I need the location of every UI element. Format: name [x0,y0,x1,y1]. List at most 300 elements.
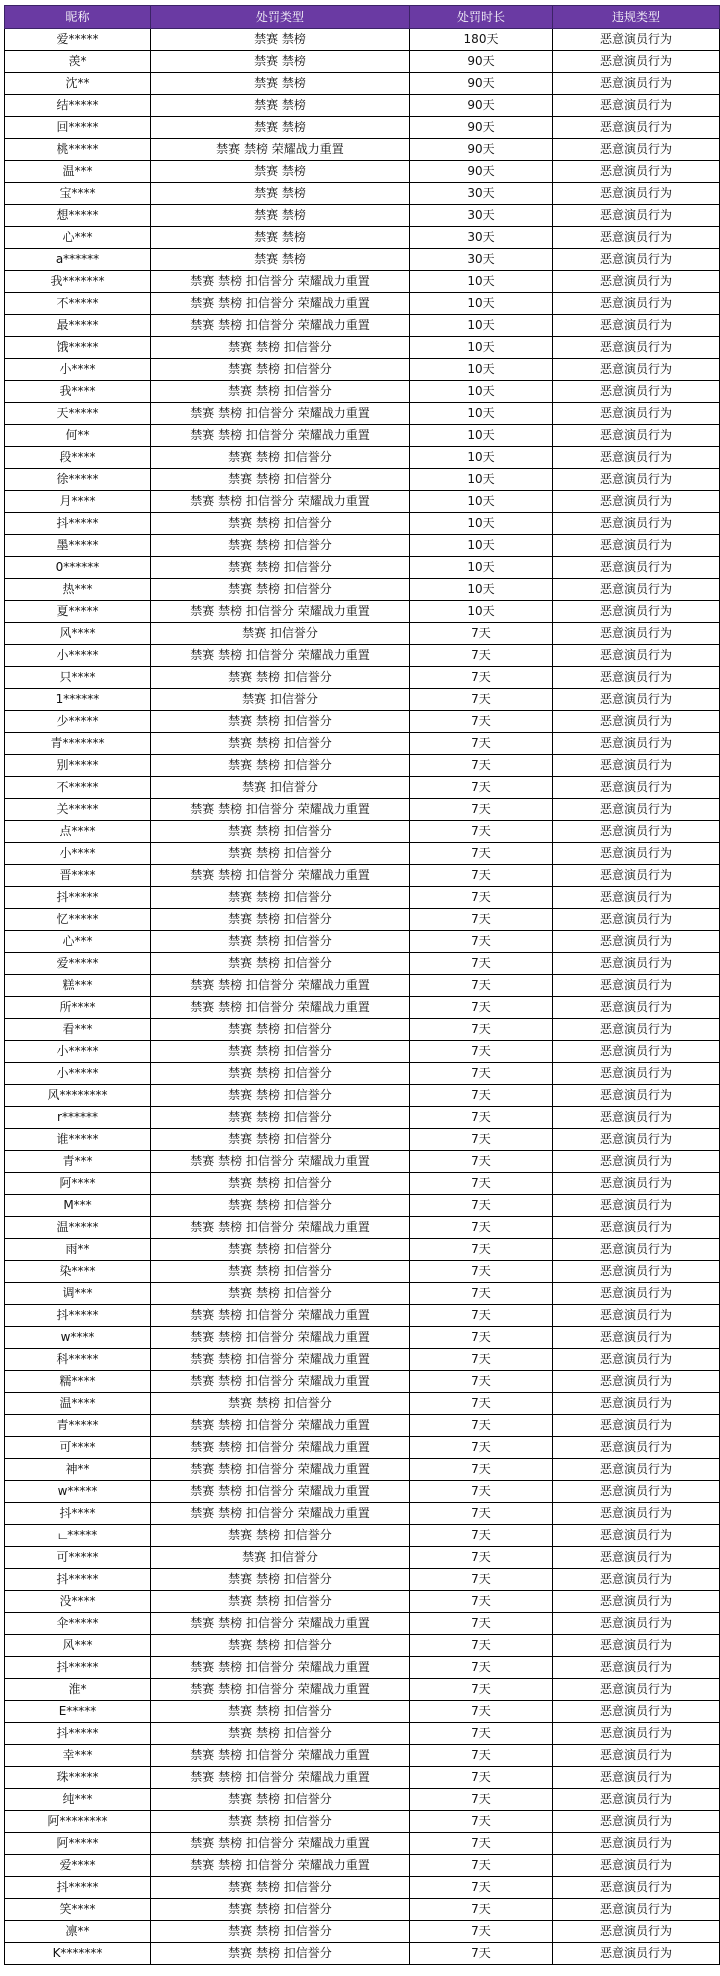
cell-penalty-type: 禁赛 扣信誉分 [151,689,410,711]
cell-penalty-duration: 10天 [410,271,553,293]
cell-penalty-type: 禁赛 禁榜 扣信誉分 [151,1811,410,1833]
table-row [5,1459,720,1481]
cell-penalty-duration: 90天 [410,117,553,139]
table-row [5,953,720,975]
cell-violation-type: 恶意演员行为 [553,1459,720,1481]
table-row [5,1833,720,1855]
cell-violation-type: 恶意演员行为 [553,1591,720,1613]
cell-violation-type: 恶意演员行为 [553,1217,720,1239]
cell-violation-type: 恶意演员行为 [553,117,720,139]
cell-penalty-type: 禁赛 禁榜 扣信誉分 荣耀战力重置 [151,1151,410,1173]
cell-nickname: 我******* [5,271,151,293]
cell-nickname: 温**** [5,1393,151,1415]
table-row [5,337,720,359]
table-row [5,1481,720,1503]
cell-penalty-duration: 7天 [410,1811,553,1833]
cell-penalty-type: 禁赛 禁榜 扣信誉分 [151,843,410,865]
cell-penalty-duration: 7天 [410,931,553,953]
cell-violation-type: 恶意演员行为 [553,601,720,623]
cell-nickname: 夏***** [5,601,151,623]
table-row [5,1525,720,1547]
cell-violation-type: 恶意演员行为 [553,667,720,689]
cell-violation-type: 恶意演员行为 [553,975,720,997]
cell-penalty-duration: 7天 [410,1173,553,1195]
cell-penalty-duration: 10天 [410,425,553,447]
cell-penalty-type: 禁赛 禁榜 [151,249,410,271]
cell-penalty-duration: 7天 [410,1019,553,1041]
cell-penalty-duration: 10天 [410,601,553,623]
cell-violation-type: 恶意演员行为 [553,1547,720,1569]
table-row [5,29,720,51]
cell-penalty-duration: 10天 [410,579,553,601]
table-row [5,447,720,469]
cell-penalty-duration: 90天 [410,95,553,117]
table-row [5,777,720,799]
cell-violation-type: 恶意演员行为 [553,73,720,95]
cell-nickname: 青***** [5,1415,151,1437]
cell-violation-type: 恶意演员行为 [553,293,720,315]
table-row [5,117,720,139]
cell-penalty-type: 禁赛 禁榜 扣信誉分 [151,1129,410,1151]
cell-penalty-duration: 90天 [410,51,553,73]
cell-nickname: 温***** [5,1217,151,1239]
cell-penalty-duration: 7天 [410,1349,553,1371]
table-row [5,1855,720,1877]
table-row [5,293,720,315]
cell-penalty-type: 禁赛 禁榜 扣信誉分 [151,1393,410,1415]
cell-penalty-type: 禁赛 禁榜 扣信誉分 [151,667,410,689]
cell-nickname: 小***** [5,1041,151,1063]
cell-penalty-duration: 180天 [410,29,553,51]
cell-nickname: 心*** [5,931,151,953]
table-row [5,513,720,535]
cell-nickname: M*** [5,1195,151,1217]
cell-nickname: 天***** [5,403,151,425]
cell-violation-type: 恶意演员行为 [553,1371,720,1393]
cell-nickname: 糯**** [5,1371,151,1393]
cell-nickname: 可***** [5,1547,151,1569]
header-violation-type: 违规类型 [553,6,720,29]
cell-penalty-duration: 7天 [410,1305,553,1327]
cell-nickname: 抖***** [5,1305,151,1327]
cell-penalty-duration: 10天 [410,381,553,403]
cell-nickname: 墨***** [5,535,151,557]
table-row [5,1239,720,1261]
cell-violation-type: 恶意演员行为 [553,403,720,425]
table-row [5,1613,720,1635]
cell-penalty-type: 禁赛 禁榜 扣信誉分 荣耀战力重置 [151,1833,410,1855]
cell-violation-type: 恶意演员行为 [553,1833,720,1855]
cell-violation-type: 恶意演员行为 [553,1789,720,1811]
table-row [5,1415,720,1437]
table-row [5,1349,720,1371]
cell-violation-type: 恶意演员行为 [553,1415,720,1437]
cell-nickname: 抖***** [5,1569,151,1591]
table-row [5,1151,720,1173]
cell-violation-type: 恶意演员行为 [553,227,720,249]
table-row [5,1063,720,1085]
cell-nickname: 饿***** [5,337,151,359]
table-row [5,1767,720,1789]
cell-violation-type: 恶意演员行为 [553,843,720,865]
table-row [5,469,720,491]
cell-penalty-type: 禁赛 禁榜 扣信誉分 [151,711,410,733]
cell-nickname: 抖**** [5,1503,151,1525]
cell-violation-type: 恶意演员行为 [553,1657,720,1679]
table-row [5,271,720,293]
cell-penalty-duration: 30天 [410,205,553,227]
cell-violation-type: 恶意演员行为 [553,1173,720,1195]
cell-penalty-type: 禁赛 禁榜 扣信誉分 [151,579,410,601]
table-row [5,975,720,997]
cell-nickname: 0****** [5,557,151,579]
cell-violation-type: 恶意演员行为 [553,469,720,491]
cell-penalty-duration: 7天 [410,1679,553,1701]
cell-nickname: E***** [5,1701,151,1723]
cell-nickname: 风**** [5,623,151,645]
cell-nickname: 宝**** [5,183,151,205]
cell-violation-type: 恶意演员行为 [553,1481,720,1503]
cell-nickname: 心*** [5,227,151,249]
table-row [5,1723,720,1745]
cell-penalty-type: 禁赛 禁榜 扣信誉分 荣耀战力重置 [151,1657,410,1679]
cell-penalty-type: 禁赛 禁榜 扣信誉分 荣耀战力重置 [151,1327,410,1349]
cell-penalty-type: 禁赛 禁榜 扣信誉分 [151,1635,410,1657]
cell-nickname: 谁***** [5,1129,151,1151]
table-row [5,843,720,865]
cell-nickname: 小**** [5,843,151,865]
cell-violation-type: 恶意演员行为 [553,777,720,799]
table-header-row [5,6,720,29]
cell-violation-type: 恶意演员行为 [553,29,720,51]
cell-penalty-type: 禁赛 禁榜 扣信誉分 [151,953,410,975]
cell-violation-type: 恶意演员行为 [553,1261,720,1283]
cell-penalty-duration: 7天 [410,799,553,821]
cell-violation-type: 恶意演员行为 [553,887,720,909]
cell-penalty-type: 禁赛 禁榜 扣信誉分 荣耀战力重置 [151,1437,410,1459]
cell-penalty-duration: 7天 [410,1393,553,1415]
cell-nickname: 月**** [5,491,151,513]
cell-penalty-type: 禁赛 禁榜 扣信誉分 [151,1261,410,1283]
cell-penalty-duration: 7天 [410,733,553,755]
table-row [5,1129,720,1151]
cell-penalty-duration: 7天 [410,1151,553,1173]
cell-penalty-duration: 7天 [410,1635,553,1657]
cell-penalty-type: 禁赛 禁榜 扣信誉分 荣耀战力重置 [151,1767,410,1789]
cell-nickname: 所**** [5,997,151,1019]
cell-penalty-duration: 10天 [410,359,553,381]
table-row [5,711,720,733]
cell-nickname: 少***** [5,711,151,733]
cell-penalty-type: 禁赛 禁榜 扣信誉分 荣耀战力重置 [151,403,410,425]
cell-penalty-type: 禁赛 禁榜 扣信誉分 [151,1283,410,1305]
cell-penalty-duration: 7天 [410,1767,553,1789]
cell-nickname: 青*** [5,1151,151,1173]
cell-penalty-duration: 90天 [410,139,553,161]
cell-penalty-duration: 30天 [410,249,553,271]
cell-nickname: 伞***** [5,1613,151,1635]
cell-nickname: ட***** [5,1525,151,1547]
cell-nickname: r****** [5,1107,151,1129]
cell-nickname: 不***** [5,293,151,315]
cell-penalty-duration: 10天 [410,337,553,359]
cell-penalty-duration: 7天 [410,623,553,645]
cell-nickname: 青******* [5,733,151,755]
cell-penalty-type: 禁赛 禁榜 扣信誉分 [151,469,410,491]
table-row [5,601,720,623]
cell-violation-type: 恶意演员行为 [553,1635,720,1657]
cell-nickname: 只**** [5,667,151,689]
cell-penalty-type: 禁赛 禁榜 扣信誉分 荣耀战力重置 [151,271,410,293]
cell-penalty-duration: 10天 [410,403,553,425]
cell-penalty-type: 禁赛 禁榜 扣信誉分 [151,1569,410,1591]
cell-penalty-type: 禁赛 禁榜 扣信誉分 [151,1701,410,1723]
cell-nickname: 何** [5,425,151,447]
cell-penalty-type: 禁赛 禁榜 荣耀战力重置 [151,139,410,161]
cell-violation-type: 恶意演员行为 [553,579,720,601]
cell-nickname: 小***** [5,1063,151,1085]
cell-nickname: 阿***** [5,1833,151,1855]
cell-nickname: 抖***** [5,513,151,535]
table-row [5,381,720,403]
cell-penalty-duration: 30天 [410,227,553,249]
cell-penalty-type: 禁赛 禁榜 扣信誉分 [151,821,410,843]
table-row [5,755,720,777]
cell-violation-type: 恶意演员行为 [553,931,720,953]
cell-violation-type: 恶意演员行为 [553,623,720,645]
cell-violation-type: 恶意演员行为 [553,337,720,359]
cell-violation-type: 恶意演员行为 [553,1063,720,1085]
cell-penalty-type: 禁赛 禁榜 [151,73,410,95]
cell-violation-type: 恶意演员行为 [553,909,720,931]
cell-penalty-duration: 10天 [410,293,553,315]
cell-violation-type: 恶意演员行为 [553,755,720,777]
cell-penalty-duration: 7天 [410,1283,553,1305]
table-row [5,1173,720,1195]
cell-violation-type: 恶意演员行为 [553,689,720,711]
cell-violation-type: 恶意演员行为 [553,1437,720,1459]
table-row [5,909,720,931]
table-row [5,1437,720,1459]
cell-nickname: a****** [5,249,151,271]
penalty-table [4,5,720,1965]
cell-penalty-type: 禁赛 禁榜 [151,29,410,51]
cell-penalty-type: 禁赛 禁榜 扣信誉分 荣耀战力重置 [151,1415,410,1437]
cell-violation-type: 恶意演员行为 [553,997,720,1019]
table-row [5,1877,720,1899]
table-row [5,623,720,645]
cell-penalty-duration: 7天 [410,1041,553,1063]
cell-nickname: 爱***** [5,953,151,975]
cell-penalty-type: 禁赛 禁榜 扣信誉分 [151,1041,410,1063]
cell-violation-type: 恶意演员行为 [553,359,720,381]
cell-penalty-type: 禁赛 禁榜 扣信誉分 [151,1107,410,1129]
cell-nickname: 阿******** [5,1811,151,1833]
cell-violation-type: 恶意演员行为 [553,205,720,227]
cell-penalty-duration: 7天 [410,1745,553,1767]
cell-penalty-duration: 7天 [410,1085,553,1107]
cell-nickname: 温*** [5,161,151,183]
cell-nickname: 别***** [5,755,151,777]
cell-penalty-duration: 7天 [410,711,553,733]
cell-violation-type: 恶意演员行为 [553,1723,720,1745]
cell-penalty-type: 禁赛 禁榜 扣信誉分 [151,1921,410,1943]
cell-nickname: 神** [5,1459,151,1481]
table-row [5,1701,720,1723]
cell-penalty-type: 禁赛 禁榜 扣信誉分 [151,733,410,755]
cell-nickname: 凛** [5,1921,151,1943]
table-row [5,1195,720,1217]
cell-penalty-type: 禁赛 禁榜 [151,205,410,227]
cell-nickname: 徐***** [5,469,151,491]
cell-nickname: 忆***** [5,909,151,931]
table-row [5,557,720,579]
cell-penalty-type: 禁赛 禁榜 扣信誉分 荣耀战力重置 [151,1371,410,1393]
cell-penalty-type: 禁赛 禁榜 扣信誉分 [151,1525,410,1547]
cell-nickname: 结***** [5,95,151,117]
cell-penalty-type: 禁赛 扣信誉分 [151,623,410,645]
cell-nickname: 科***** [5,1349,151,1371]
cell-violation-type: 恶意演员行为 [553,1525,720,1547]
table-row [5,1019,720,1041]
cell-penalty-duration: 7天 [410,1657,553,1679]
table-row [5,1305,720,1327]
cell-penalty-type: 禁赛 禁榜 扣信誉分 荣耀战力重置 [151,1613,410,1635]
table-row [5,1371,720,1393]
cell-violation-type: 恶意演员行为 [553,1701,720,1723]
cell-penalty-duration: 7天 [410,1107,553,1129]
cell-penalty-type: 禁赛 禁榜 扣信誉分 [151,1063,410,1085]
cell-violation-type: 恶意演员行为 [553,711,720,733]
table-row [5,1921,720,1943]
cell-penalty-duration: 7天 [410,1195,553,1217]
cell-violation-type: 恶意演员行为 [553,1613,720,1635]
cell-violation-type: 恶意演员行为 [553,1349,720,1371]
cell-penalty-type: 禁赛 禁榜 [151,227,410,249]
cell-penalty-duration: 10天 [410,557,553,579]
cell-violation-type: 恶意演员行为 [553,51,720,73]
table-row [5,1899,720,1921]
cell-violation-type: 恶意演员行为 [553,1195,720,1217]
table-row [5,1261,720,1283]
cell-nickname: 想***** [5,205,151,227]
cell-penalty-type: 禁赛 扣信誉分 [151,1547,410,1569]
cell-violation-type: 恶意演员行为 [553,1393,720,1415]
cell-penalty-duration: 7天 [410,865,553,887]
table-row [5,997,720,1019]
table-row [5,1569,720,1591]
cell-nickname: 晋**** [5,865,151,887]
cell-penalty-duration: 7天 [410,1701,553,1723]
cell-violation-type: 恶意演员行为 [553,447,720,469]
cell-violation-type: 恶意演员行为 [553,425,720,447]
cell-nickname: 点**** [5,821,151,843]
cell-penalty-duration: 7天 [410,843,553,865]
cell-penalty-duration: 90天 [410,73,553,95]
table-row [5,645,720,667]
cell-penalty-duration: 7天 [410,1481,553,1503]
cell-violation-type: 恶意演员行为 [553,1041,720,1063]
cell-penalty-type: 禁赛 禁榜 扣信誉分 荣耀战力重置 [151,1503,410,1525]
cell-penalty-duration: 7天 [410,667,553,689]
cell-violation-type: 恶意演员行为 [553,513,720,535]
cell-nickname: 段**** [5,447,151,469]
cell-penalty-duration: 7天 [410,1855,553,1877]
cell-penalty-type: 禁赛 禁榜 [151,161,410,183]
cell-nickname: 没**** [5,1591,151,1613]
table-row [5,1041,720,1063]
cell-penalty-type: 禁赛 禁榜 [151,51,410,73]
cell-penalty-type: 禁赛 禁榜 扣信誉分 荣耀战力重置 [151,997,410,1019]
cell-penalty-duration: 7天 [410,1217,553,1239]
cell-penalty-duration: 7天 [410,1063,553,1085]
cell-penalty-duration: 7天 [410,1371,553,1393]
cell-violation-type: 恶意演员行为 [553,1305,720,1327]
cell-nickname: 关***** [5,799,151,821]
cell-nickname: 我**** [5,381,151,403]
cell-penalty-type: 禁赛 禁榜 扣信誉分 荣耀战力重置 [151,1459,410,1481]
cell-penalty-duration: 10天 [410,491,553,513]
table-row [5,1789,720,1811]
cell-violation-type: 恶意演员行为 [553,1327,720,1349]
cell-violation-type: 恶意演员行为 [553,1107,720,1129]
cell-nickname: 看*** [5,1019,151,1041]
cell-violation-type: 恶意演员行为 [553,1745,720,1767]
cell-nickname: 抖***** [5,1657,151,1679]
table-row [5,887,720,909]
table-row [5,579,720,601]
cell-violation-type: 恶意演员行为 [553,249,720,271]
header-penalty-type: 处罚类型 [151,6,410,29]
table-row [5,51,720,73]
cell-nickname: 1****** [5,689,151,711]
cell-nickname: 雨** [5,1239,151,1261]
cell-penalty-type: 禁赛 禁榜 扣信誉分 [151,1195,410,1217]
cell-violation-type: 恶意演员行为 [553,381,720,403]
cell-penalty-type: 禁赛 禁榜 扣信誉分 [151,1085,410,1107]
cell-penalty-type: 禁赛 禁榜 扣信誉分 [151,535,410,557]
table-row [5,1811,720,1833]
cell-violation-type: 恶意演员行为 [553,1151,720,1173]
cell-violation-type: 恶意演员行为 [553,1767,720,1789]
cell-violation-type: 恶意演员行为 [553,491,720,513]
table-row [5,733,720,755]
table-row [5,1393,720,1415]
cell-penalty-duration: 7天 [410,1129,553,1151]
cell-violation-type: 恶意演员行为 [553,865,720,887]
table-row [5,95,720,117]
cell-nickname: 抖***** [5,887,151,909]
table-row [5,227,720,249]
cell-nickname: 小**** [5,359,151,381]
cell-violation-type: 恶意演员行为 [553,1129,720,1151]
cell-nickname: 不***** [5,777,151,799]
cell-penalty-duration: 7天 [410,1591,553,1613]
table-row [5,1283,720,1305]
cell-violation-type: 恶意演员行为 [553,1877,720,1899]
cell-penalty-type: 禁赛 禁榜 扣信誉分 [151,337,410,359]
cell-penalty-type: 禁赛 禁榜 [151,183,410,205]
cell-penalty-type: 禁赛 禁榜 扣信誉分 [151,513,410,535]
cell-violation-type: 恶意演员行为 [553,1569,720,1591]
cell-penalty-duration: 7天 [410,1547,553,1569]
cell-penalty-duration: 10天 [410,469,553,491]
cell-penalty-type: 禁赛 禁榜 扣信誉分 [151,1877,410,1899]
cell-penalty-type: 禁赛 禁榜 扣信誉分 [151,1591,410,1613]
cell-nickname: 风******** [5,1085,151,1107]
cell-nickname: 爱***** [5,29,151,51]
header-penalty-duration: 处罚时长 [410,6,553,29]
